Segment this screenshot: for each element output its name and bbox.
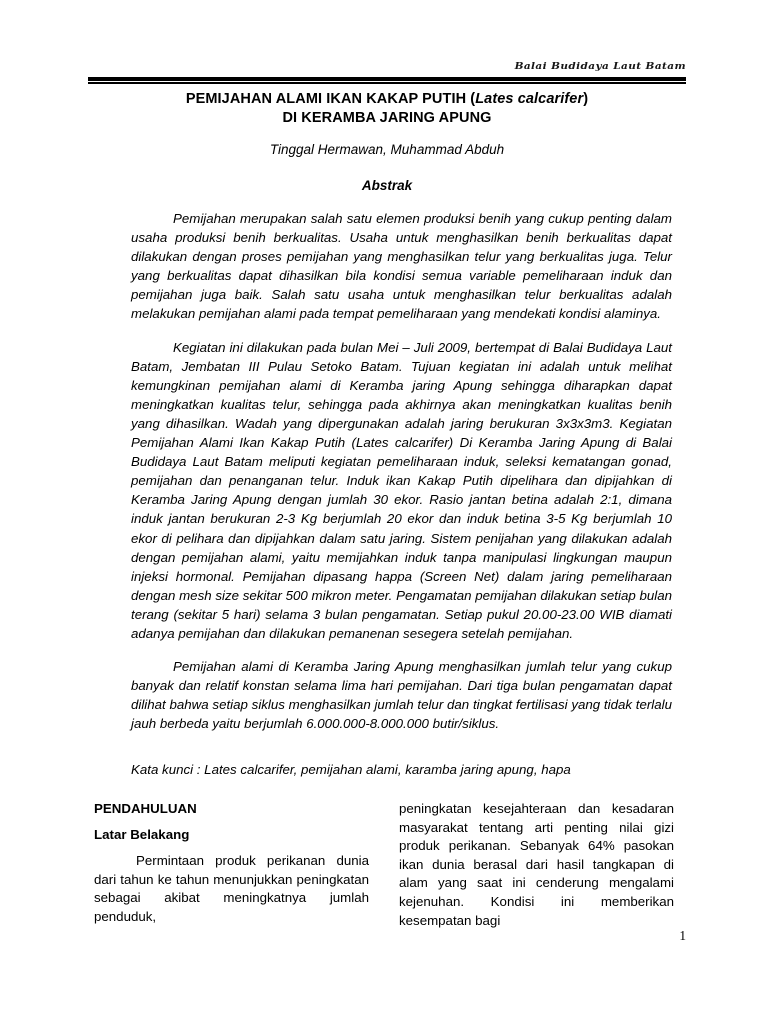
- header-rule-thin: [88, 82, 686, 84]
- title-line-1: [88, 90, 686, 109]
- abstract-paragraph: Pemijahan merupakan salah satu elemen produksi benih yang cukup penting dalam usaha produksi benih berkualitas. Usaha untuk menghasilkan benih berkualitas dapat dilakukan dengan proses pemijahan yang menghasilkan telur yang berkualitas juga. Telur yang berkualitas dapat dihasilkan bila kondisi semua variable pemeliharaan induk dan pemijahan juga baik. Salah satu usaha untuk menghasilkan telur berkualitas adalah melakukan pemijahan alami pada tempat pemeliharaan yang mendekati kondisi alaminya.: [131, 211, 672, 322]
- header-rule-thick: [88, 77, 686, 81]
- body-column-left: [94, 800, 369, 926]
- abstract-heading: Abstrak: [361, 178, 413, 193]
- running-header: [88, 56, 686, 74]
- body-paragraph-left: Permintaan produk perikanan dunia dari tahun ke tahun menunjukkan peningkatan sebagai akibat meningkatnya jumlah penduduk,: [94, 853, 369, 924]
- page-title: [88, 90, 686, 128]
- abstract-paragraph: Kegiatan ini dilakukan pada bulan Mei – Juli 2009, bertempat di Balai Budidaya Laut Batam, Jembatan III Pulau Setoko Batam. Tujuan kegiatan ini adalah untuk melihat kemungkinan pemijahan alami di Keramba jaring Apung sehingga diharapkan dapat meningkatkan kualitas telur, sehingga pada akhirnya akan meningkatkan kualitas benih yang dihasilkan. Wadah yang dipergunakan adalah jaring berukuran 3x3x3m3. Kegiatan Pemijahan Alami Ikan Kakap Putih (Lates calcarifer) Di Keramba Jaring Apung di Balai Budidaya Laut Batam meliputi kegiatan pemeliharaan induk, seleksi kematangan gonad, pemijahan dan penanganan telur. Induk ikan Kakap Putih dipelihara dan dipijahkan di Keramba Jaring Apung dengan jumlah 30 ekor. Rasio jantan betina adalah 2:1, dimana induk jantan berukuran 2-3 Kg berjumlah 20 ekor dan induk betina 3-5 Kg berjumlah 10 ekor di pelihara dan dipijahkan dalam satu jaring. Sistem penijahan yang dilakukan adalah dengan pemijahan alami, yaitu memijahkan induk tanpa manipulasi lingkungan maupun injeksi hormonal. Pemijahan dipasang happa (Screen Net) dalam jaring pemeliharaan dengan mesh size sekitar 500 mikron meter. Pengamatan pemijahan dilakukan setiap bulan terang (sekitar 5 hari) selama 3 bulan pengamatan. Setiap pukul 20.00-23.00 WIB diamati adanya pemijahan dan dilakukan pemanenan sesegera setelah pemijahan.: [131, 339, 672, 641]
- author-list: Tinggal Hermawan, Muhammad Abduh: [269, 142, 505, 157]
- running-header-text: Balai Budidaya Laut Batam: [514, 60, 686, 72]
- title-prefix: PEMIJAHAN ALAMI IKAN KAKAP PUTIH (: [185, 91, 476, 107]
- title-species-name: Lates calcarifer: [475, 91, 584, 107]
- title-suffix: ): [583, 91, 589, 107]
- body-column-right: [399, 800, 674, 930]
- page-number: 1: [679, 928, 686, 943]
- section-heading-pendahuluan: PENDAHULUAN: [94, 801, 197, 816]
- abstract-paragraph: Pemijahan alami di Keramba Jaring Apung menghasilkan jumlah telur yang cukup banyak dan relatif konstan selama lima hari pemijahan. Dari tiga bulan pengamatan dapat dilihat bahwa setiap siklus menghasilkan jumlah telur dan tingkat fertilisasi yang tidak terlalu jauh berbeda yaitu berjumlah 6.000.000-8.000.000 butir/siklus.: [131, 659, 672, 732]
- sub-heading-latar-belakang: Latar Belakang: [94, 827, 190, 842]
- abstract-body: [131, 209, 672, 733]
- body-paragraph-right: peningkatan kesejahteraan dan kesadaran masyarakat tentang arti penting nilai gizi produk perikanan. Sebanyak 64% pasokan ikan dunia berasal dari hasil tangkapan di alam yang saat ini cenderung mengalami kejenuhan. Kondisi ini memberikan kesempatan bagi: [399, 801, 674, 928]
- keywords-line: Kata kunci : Lates calcarifer, pemijahan alami, karamba jaring apung, hapa: [131, 762, 571, 777]
- header-double-rule: [88, 77, 686, 84]
- body-columns: [94, 800, 674, 935]
- title-line-2: DI KERAMBA JARING APUNG: [282, 110, 492, 126]
